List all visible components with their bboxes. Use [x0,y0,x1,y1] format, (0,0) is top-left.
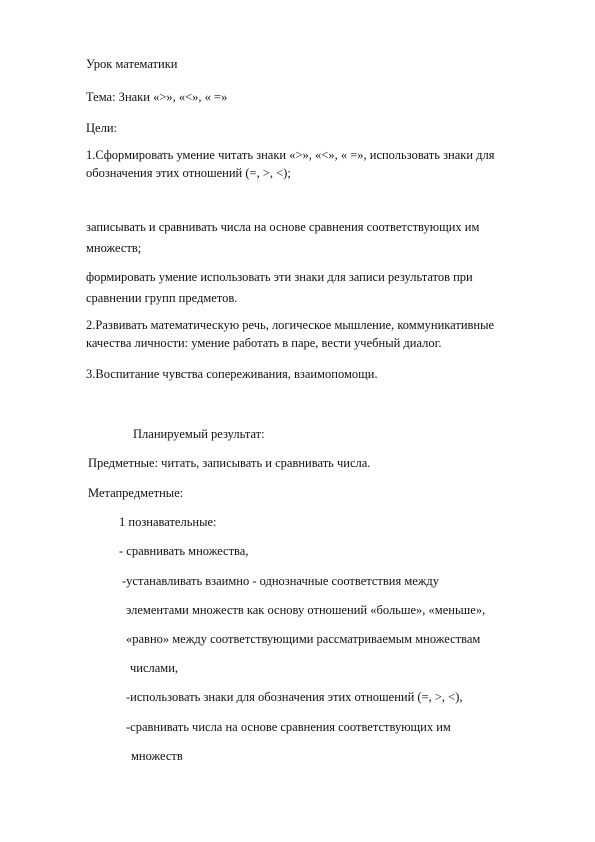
goal-1-line-2: обозначения этих отношений (=, >, <); [86,166,291,180]
goal-1-line-1: 1.Сформировать умение читать знаки «>», «<», « =», использовать знаки для [86,148,495,162]
list-item-correspondence-line-4: числами, [130,661,179,675]
lesson-heading: Урок математики [86,57,178,71]
list-item-use-signs: -использовать знаки для обозначения этих отношений (=, >, <), [126,690,463,704]
paragraph-signs-line-1: формировать умение использовать эти знаки для записи результатов при [86,270,473,284]
meta-results-label: Метапредметные: [88,486,184,500]
list-item-compare-numbers-line-2: множеств [131,749,183,763]
goals-label: Цели: [86,121,117,135]
goal-2-line-2: качества личности: умение работать в паре, вести учебный диалог. [86,336,442,350]
lesson-topic: Тема: Знаки «>», «<», « =» [86,90,228,104]
list-item-correspondence-line-3: «равно» между соответствующими рассматриваемым множествам [126,632,481,646]
list-item-compare-numbers-line-1: -сравнивать числа на основе сравнения соответствующих им [126,720,451,734]
list-item-correspondence-line-1: -устанавливать взаимно - однозначные соответствия между [122,574,440,588]
list-item-compare-sets: - сравнивать множества, [119,544,249,558]
subject-results: Предметные: читать, записывать и сравнивать числа. [88,456,371,470]
paragraph-compare-line-2: множеств; [86,241,142,255]
paragraph-compare-line-1: записывать и сравнивать числа на основе сравнения соответствующих им [86,220,480,234]
planned-result-heading: Планируемый результат: [133,427,265,441]
paragraph-signs-line-2: сравнении групп предметов. [86,291,238,305]
cognitive-label: 1 познавательные: [119,515,217,529]
goal-3: 3.Воспитание чувства сопереживания, взаимопомощи. [86,367,378,381]
goal-2-line-1: 2.Развивать математическую речь, логическое мышление, коммуникативные [86,318,495,332]
list-item-correspondence-line-2: элементами множеств как основу отношений «больше», «меньше», [126,603,486,617]
